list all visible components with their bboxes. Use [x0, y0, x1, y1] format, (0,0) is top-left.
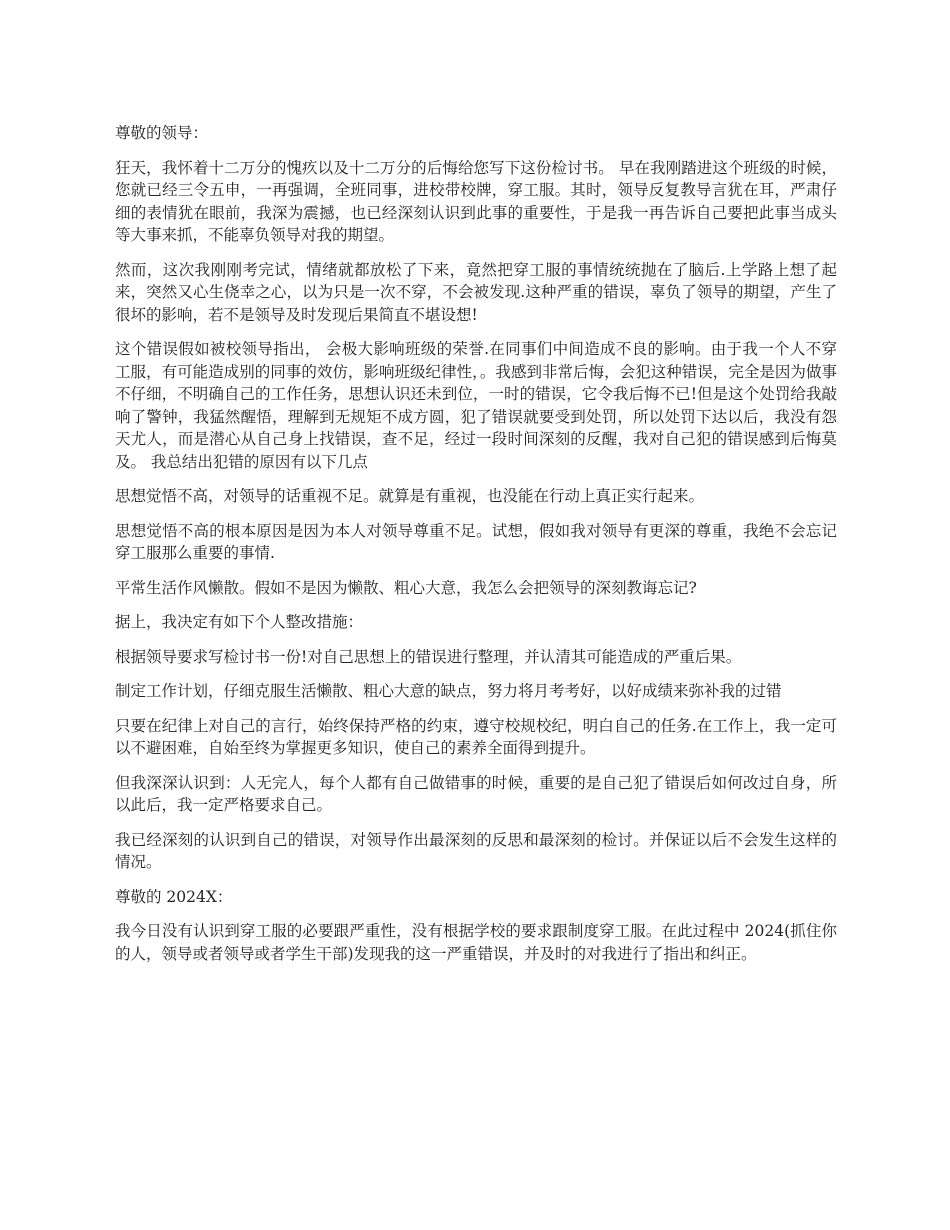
paragraph-measures-intro: 据上，我决定有如下个人整改措施：: [115, 613, 364, 631]
document-body: [115, 122, 837, 977]
paragraph-reason-2: 思想觉悟不高的根本原因是因为本人对领导尊重不足。试想，假如我对领导有更深的尊重，我绝不会忘记穿工服那么重要的事情.: [115, 521, 837, 562]
paragraph-reason-3: 平常生活作风懒散。假如不是因为懒散、粗心大意，我怎么会把领导的深刻教诲忘记?: [115, 578, 697, 597]
paragraph-measure-3: 只要在纪律上对自己的言行，始终保持严格的约束，遵守校规校纪，明白自己的任务.在工作上，我一定可以不避困难，自始至终为掌握更多知识，使自己的素养全面得到提升。: [115, 716, 837, 757]
paragraph-measure-2: 制定工作计划，仔细克服生活懒散、粗心大意的缺点，努力将月考考好，以好成绩来弥补我的过错: [115, 682, 782, 700]
paragraph-reason-1: 思想觉悟不高，对领导的话重视不足。就算是有重视，也没能在行动上真正实行起来。: [115, 487, 705, 505]
paragraph-incident: 然而，这次我刚刚考完试，情绪就都放松了下来，竟然把穿工服的事情统统抛在了脑后.上学路上想了起来，突然又心生侥幸之心，以为只是一次不穿，不会被发现.这种严重的错误，辜负了领导的期望，产生了很坏的影响，若不是领导及时发现后果简直不堪设想!: [115, 260, 837, 324]
paragraph-apology-intro: 狂天，我怀着十二万分的愧疚以及十二万分的后悔给您写下这份检讨书。 早在我刚踏进这个班级的时候，您就已经三令五申，一再强调，全班同事，进校带校牌，穿工服。其时，领导反复教导言犹在耳，严肃仔细的表情犹在眼前，我深为震撼，也已经深刻认识到此事的重要性，于是我一再告诉自己要把此事当成头等大事来抓，不能辜负领导对我的期望。: [115, 158, 837, 244]
paragraph-consequences: 这个错误假如被校领导指出， 会极大影响班级的荣誉.在同事们中间造成不良的影响。由于我一个人不穿工服，有可能造成别的同事的效仿，影响班级纪律性，。我感到非常后悔，会犯这种错误，完全是因为做事不仔细，不明确自己的工作任务，思想认识还未到位，一时的错误，它令我后悔不已!但是这个处罚给我敲响了警钟，我猛然醒悟，理解到无规矩不成方圆，犯了错误就要受到处罚，所以处罚下达以后，我没有怨天尤人，而是潜心从自己身上找错误，查不足，经过一段时间深刻的反醒，我对自己犯的错误感到后悔莫及。 我总结出犯错的原因有以下几点: [115, 340, 837, 471]
paragraph-measure-1: 根据领导要求写检讨书一份!对自己思想上的错误进行整理，并认清其可能造成的严重后果。: [115, 647, 742, 666]
paragraph-guarantee: 我已经深刻的认识到自己的错误，对领导作出最深刻的反思和最深刻的检讨。并保证以后不会发生这样的情况。: [115, 830, 837, 871]
paragraph-reflection: 但我深深认识到：人无完人，每个人都有自己做错事的时候，重要的是自己犯了错误后如何改过自身，所以此后，我一定严格要求自己。: [115, 773, 837, 814]
salutation: 尊敬的领导：: [115, 124, 209, 142]
paragraph-second-letter: 我今日没有认识到穿工服的必要跟严重性，没有根据学校的要求跟制度穿工服。在此过程中 2024(抓住你的人，领导或者领导或者学生干部)发现我的这一严重错误，并及时的对我进行了指出和纠正。: [115, 922, 837, 963]
second-salutation: 尊敬的 2024X：: [115, 887, 233, 906]
